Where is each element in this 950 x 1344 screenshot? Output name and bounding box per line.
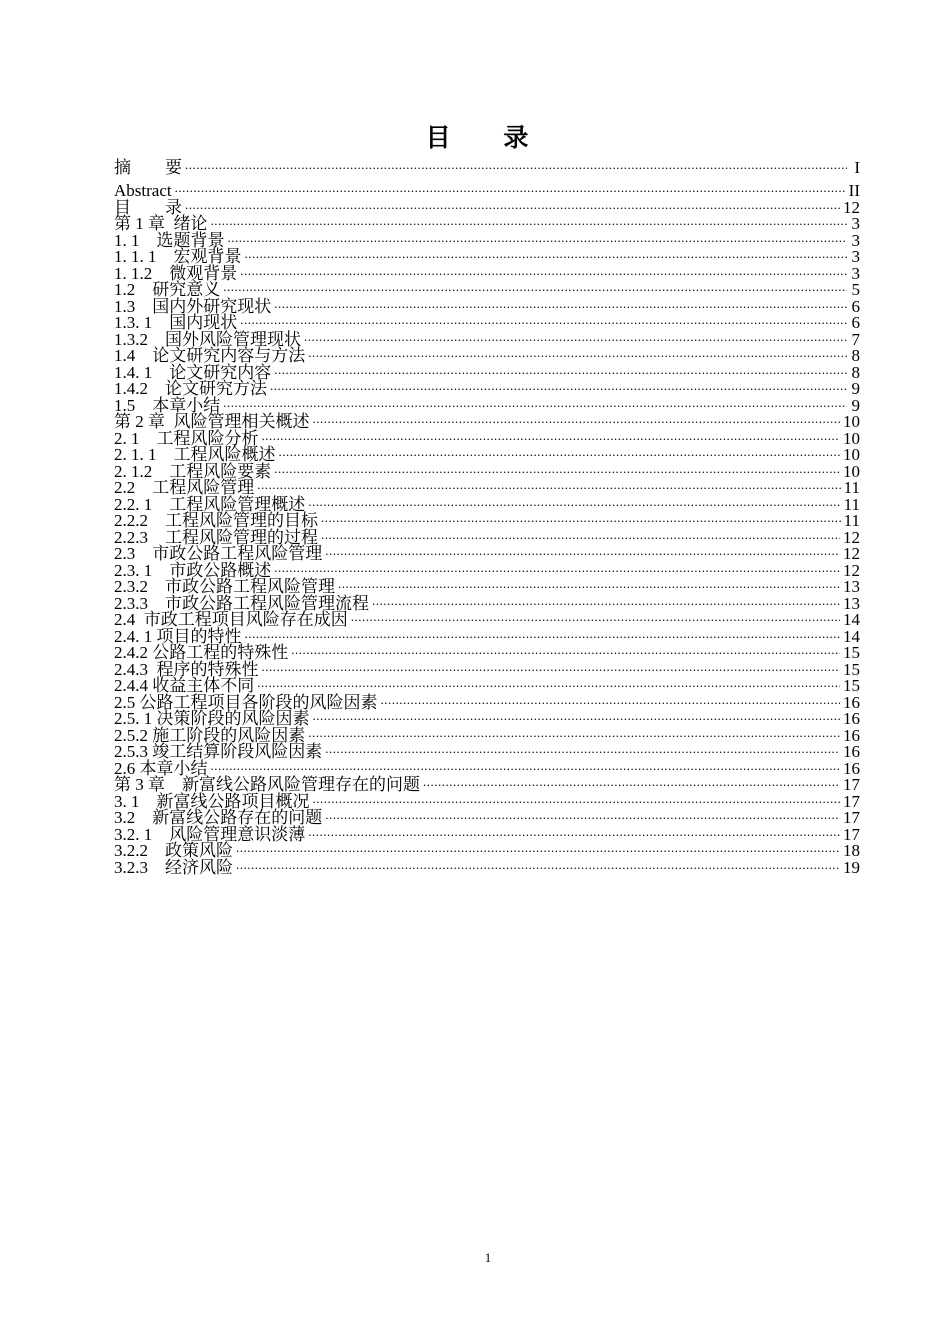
toc-entry[interactable] bbox=[114, 312, 860, 332]
toc-entry[interactable] bbox=[114, 361, 860, 382]
toc-entry-page: 16 bbox=[843, 725, 860, 745]
toc-entry-page: 9 bbox=[851, 379, 860, 398]
toc-entry-page: 15 bbox=[843, 659, 860, 679]
toc-entry-page: 17 bbox=[843, 775, 860, 794]
toc-entry-label: 2.3 市政公路工程风险管理 bbox=[114, 544, 323, 563]
toc-entry-label: 第 2 章 风险管理相关概述 bbox=[114, 412, 310, 431]
toc-dot-leader bbox=[338, 576, 840, 593]
toc-entry-label: 2.4.3 程序的特殊性 bbox=[114, 659, 259, 679]
toc-entry-page: 16 bbox=[843, 709, 860, 728]
toc-entry[interactable] bbox=[114, 427, 860, 448]
toc-dot-leader bbox=[308, 345, 847, 362]
toc-entry[interactable] bbox=[114, 477, 860, 497]
toc-entry-label: 2.3. 1 市政公路概述 bbox=[114, 560, 272, 580]
toc-entry-label: 2.5 公路工程项目各阶段的风险因素 bbox=[114, 692, 378, 712]
toc-dot-leader bbox=[279, 444, 841, 461]
toc-entry-page: 13 bbox=[843, 577, 860, 596]
toc-entry-label: 3.2.2 政策风险 bbox=[114, 841, 233, 860]
toc-entry-label: 2.3.3 市政公路工程风险管理流程 bbox=[114, 593, 369, 613]
toc-dot-leader bbox=[308, 724, 840, 741]
toc-dot-leader bbox=[274, 460, 840, 477]
toc-entry-page: 13 bbox=[843, 593, 860, 613]
toc-dot-leader bbox=[175, 173, 846, 196]
toc-entry[interactable] bbox=[114, 741, 860, 761]
toc-entry-page: 12 bbox=[843, 560, 860, 580]
toc-entry-label: 2.4 市政工程项目风险存在成因 bbox=[114, 610, 348, 629]
toc-entry-page: 19 bbox=[843, 857, 860, 877]
toc-entry-page: 3 bbox=[851, 263, 860, 283]
toc-dot-leader bbox=[262, 427, 841, 444]
toc-entry-page: 6 bbox=[851, 313, 860, 332]
toc-dot-leader bbox=[325, 741, 840, 758]
toc-entry-page: 10 bbox=[843, 461, 860, 481]
toc-entry[interactable] bbox=[114, 823, 860, 844]
toc-entry-page: 12 bbox=[843, 527, 860, 547]
toc-entry[interactable] bbox=[114, 411, 860, 431]
toc-entry[interactable] bbox=[114, 757, 860, 778]
toc-entry[interactable] bbox=[114, 510, 860, 530]
toc-entry-label: 2.5.2 施工阶段的风险因素 bbox=[114, 725, 306, 745]
toc-entry[interactable] bbox=[114, 444, 860, 464]
toc-dot-leader bbox=[313, 708, 841, 725]
toc-entry-page: 5 bbox=[851, 280, 860, 299]
toc-entry[interactable] bbox=[114, 196, 860, 217]
toc-dot-leader bbox=[240, 312, 847, 329]
toc-entry-page: 16 bbox=[843, 692, 860, 712]
toc-dot-leader bbox=[240, 262, 847, 279]
toc-dot-leader bbox=[257, 477, 840, 494]
toc-entry[interactable] bbox=[114, 493, 860, 514]
toc-dot-leader bbox=[325, 807, 840, 824]
toc-entry[interactable] bbox=[114, 675, 860, 695]
toc-dot-leader bbox=[236, 856, 840, 873]
toc-dot-leader bbox=[236, 840, 840, 857]
toc-entry[interactable] bbox=[114, 295, 860, 316]
toc-entry-page: 16 bbox=[843, 758, 860, 778]
toc-entry-label: 2.6 本章小结 bbox=[114, 758, 208, 778]
toc-entry-page: 14 bbox=[843, 610, 860, 629]
page-number: 1 bbox=[484, 1250, 492, 1265]
toc-dot-leader bbox=[321, 526, 840, 543]
toc-entry-page: 8 bbox=[851, 346, 860, 365]
toc-entry-page: 17 bbox=[843, 808, 860, 827]
toc-entry[interactable] bbox=[114, 609, 860, 629]
toc-entry-page: II bbox=[848, 181, 860, 200]
toc-entry-label: 1. 1.2 微观背景 bbox=[114, 263, 238, 283]
toc-entry-label: 2.5. 1 决策阶段的风险因素 bbox=[114, 709, 310, 728]
toc-entry-page: 11 bbox=[843, 494, 860, 514]
toc-entry-page: 9 bbox=[851, 395, 860, 415]
toc-dot-leader bbox=[211, 213, 848, 230]
toc-entry-label: 3. 1 新富线公路项目概况 bbox=[114, 791, 310, 811]
toc-entry-label: 2.4. 1 项目的特性 bbox=[114, 626, 242, 646]
toc-entry-label: 第 1 章 绪论 bbox=[114, 214, 208, 233]
toc-entry-label: 2.2.2 工程风险管理的目标 bbox=[114, 511, 318, 530]
toc-dot-leader bbox=[257, 675, 840, 692]
toc-entry-label: 1. 1. 1 宏观背景 bbox=[114, 247, 242, 266]
toc-entry[interactable] bbox=[114, 625, 860, 646]
toc-entry-label: 2. 1 工程风险分析 bbox=[114, 428, 259, 448]
toc-entry-page: 12 bbox=[843, 544, 860, 563]
toc-dot-leader bbox=[245, 625, 841, 642]
toc-dot-leader bbox=[185, 150, 847, 173]
toc-dot-leader bbox=[351, 609, 840, 626]
toc-dot-leader bbox=[274, 559, 840, 576]
toc-dot-leader bbox=[274, 361, 847, 378]
toc-dot-leader bbox=[313, 411, 841, 428]
toc-dot-leader bbox=[274, 295, 847, 312]
toc-entry-label: 3.2 新富线公路存在的问题 bbox=[114, 808, 323, 827]
toc-entry-label: 1.4.2 论文研究方法 bbox=[114, 379, 267, 398]
toc-dot-leader bbox=[381, 691, 841, 708]
toc-entry[interactable] bbox=[114, 642, 860, 662]
toc-entry-label: 1.3. 1 国内现状 bbox=[114, 313, 238, 332]
toc-entry-page: 6 bbox=[851, 296, 860, 316]
toc-entry[interactable] bbox=[114, 576, 860, 596]
table-of-contents bbox=[114, 150, 860, 877]
toc-entry-label: Abstract bbox=[114, 181, 172, 200]
toc-entry[interactable] bbox=[114, 213, 860, 233]
toc-entry[interactable] bbox=[114, 790, 860, 811]
toc-entry-page: I bbox=[854, 158, 860, 177]
toc-entry-label: 1. 1 选题背景 bbox=[114, 230, 225, 250]
toc-dot-leader bbox=[372, 592, 840, 609]
toc-entry-page: 17 bbox=[843, 824, 860, 844]
toc-dot-leader bbox=[223, 394, 847, 411]
toc-entry[interactable] bbox=[114, 774, 860, 794]
toc-entry-label: 1.3.2 国外风险管理现状 bbox=[114, 329, 301, 349]
toc-entry-page: 11 bbox=[843, 478, 860, 497]
toc-dot-leader bbox=[270, 378, 847, 395]
toc-entry-label: 1.4. 1 论文研究内容 bbox=[114, 362, 272, 382]
toc-dot-leader bbox=[321, 510, 841, 527]
toc-dot-leader bbox=[262, 658, 841, 675]
toc-dot-leader bbox=[211, 757, 841, 774]
toc-dot-leader bbox=[423, 774, 840, 791]
toc-entry[interactable] bbox=[114, 559, 860, 580]
toc-entry-label: 3.2.3 经济风险 bbox=[114, 857, 233, 877]
toc-entry[interactable] bbox=[114, 173, 860, 200]
toc-entry[interactable] bbox=[114, 246, 860, 266]
toc-entry-label: 2. 1.2 工程风险要素 bbox=[114, 461, 272, 481]
page-title: 目 录 bbox=[425, 123, 551, 152]
toc-entry-label: 第 3 章 新富线公路风险管理存在的问题 bbox=[114, 775, 420, 794]
toc-entry-page: 17 bbox=[843, 791, 860, 811]
toc-dot-leader bbox=[308, 823, 840, 840]
toc-entry[interactable] bbox=[114, 856, 860, 877]
toc-entry[interactable] bbox=[114, 840, 860, 860]
toc-entry[interactable] bbox=[114, 460, 860, 481]
toc-entry-page: 10 bbox=[843, 445, 860, 464]
toc-entry[interactable] bbox=[114, 708, 860, 728]
toc-entry[interactable] bbox=[114, 394, 860, 415]
toc-entry-page: 10 bbox=[843, 412, 860, 431]
toc-entry-page: 3 bbox=[851, 214, 860, 233]
toc-entry-label: 2.4.4 收益主体不同 bbox=[114, 676, 255, 695]
toc-entry-page: 15 bbox=[843, 643, 860, 662]
toc-entry-page: 10 bbox=[843, 428, 860, 448]
toc-entry-label: 2.5.3 竣工结算阶段风险因素 bbox=[114, 742, 323, 761]
toc-dot-leader bbox=[223, 279, 847, 296]
toc-dot-leader bbox=[228, 229, 848, 246]
toc-entry[interactable] bbox=[114, 279, 860, 299]
toc-dot-leader bbox=[304, 328, 847, 345]
toc-entry-page: 3 bbox=[851, 230, 860, 250]
toc-entry[interactable] bbox=[114, 658, 860, 679]
toc-entry-page: 15 bbox=[843, 676, 860, 695]
toc-entry-label: 2.2 工程风险管理 bbox=[114, 478, 255, 497]
toc-entry-label: 2.4.2 公路工程的特殊性 bbox=[114, 643, 289, 662]
toc-entry[interactable] bbox=[114, 328, 860, 349]
toc-entry[interactable] bbox=[114, 592, 860, 613]
toc-entry-page: 7 bbox=[851, 329, 860, 349]
toc-entry-label: 目 录 bbox=[114, 197, 182, 217]
toc-dot-leader bbox=[245, 246, 848, 263]
toc-entry[interactable] bbox=[114, 150, 860, 177]
toc-entry[interactable] bbox=[114, 526, 860, 547]
toc-entry-label: 2.2.3 工程风险管理的过程 bbox=[114, 527, 318, 547]
toc-dot-leader bbox=[308, 493, 840, 510]
toc-dot-leader bbox=[325, 543, 840, 560]
toc-entry[interactable] bbox=[114, 543, 860, 563]
toc-dot-leader bbox=[291, 642, 840, 659]
toc-entry[interactable] bbox=[114, 345, 860, 365]
toc-entry-label: 1.5 本章小结 bbox=[114, 395, 221, 415]
toc-entry-label: 1.2 研究意义 bbox=[114, 280, 221, 299]
toc-entry-page: 8 bbox=[851, 362, 860, 382]
toc-entry[interactable] bbox=[114, 262, 860, 283]
toc-entry-page: 11 bbox=[843, 511, 860, 530]
toc-entry-page: 12 bbox=[843, 197, 860, 217]
toc-entry[interactable] bbox=[114, 724, 860, 745]
toc-entry-label: 摘 要 bbox=[114, 158, 182, 177]
toc-entry-label: 2.3.2 市政公路工程风险管理 bbox=[114, 577, 335, 596]
toc-entry[interactable] bbox=[114, 691, 860, 712]
toc-entry[interactable] bbox=[114, 229, 860, 250]
toc-entry[interactable] bbox=[114, 807, 860, 827]
toc-dot-leader bbox=[313, 790, 841, 807]
toc-entry-page: 14 bbox=[843, 626, 860, 646]
toc-entry-label: 1.4 论文研究内容与方法 bbox=[114, 346, 306, 365]
toc-entry-page: 18 bbox=[843, 841, 860, 860]
toc-entry-label: 3.2. 1 风险管理意识淡薄 bbox=[114, 824, 306, 844]
toc-entry-label: 1.3 国内外研究现状 bbox=[114, 296, 272, 316]
toc-entry-label: 2.2. 1 工程风险管理概述 bbox=[114, 494, 306, 514]
toc-entry-label: 2. 1. 1 工程风险概述 bbox=[114, 445, 276, 464]
toc-entry-page: 16 bbox=[843, 742, 860, 761]
toc-entry-page: 3 bbox=[851, 247, 860, 266]
toc-dot-leader bbox=[185, 196, 840, 213]
toc-entry[interactable] bbox=[114, 378, 860, 398]
